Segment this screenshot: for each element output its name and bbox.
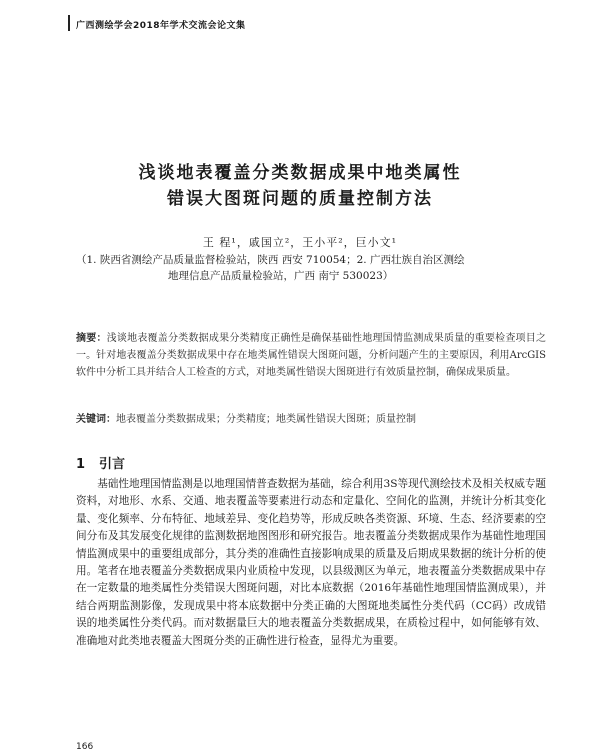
section-title: 引言	[99, 457, 126, 472]
section-heading	[76, 453, 125, 472]
running-head: 广西测绘学会2018年学术交流会论文集	[76, 18, 246, 31]
keywords-text: 地表覆盖分类数据成果；分类精度；地类属性错误大图斑；质量控制	[116, 414, 416, 425]
affiliation-line-2: 地理信息产品质量检验站，广西 南宁 530023）	[168, 270, 394, 282]
authors: 王 程¹，戚国立²，王小平²，巨小文¹	[202, 236, 398, 249]
section-body: 基础性地理国情监测是以地理国情普查数据为基础，综合利用3S等现代测绘技术及相关权威专题资料，对地形、水系、交通、地表覆盖等要素进行动态和定量化、空间化的监测，并统计分析其变化量、变化频率、分布特征、地域差异、变化趋势等，形成反映各类资源、环境、生态、经济要素的空间分布及其发展变化规律的监测数据地图图形和研究报告。地表覆盖分类数据成果作为基础性地理国情监测成果中的重要组成部分，其分类的准确性直接影响成果的质量及后期成果数据的统计分析的使用。笔者在地表覆盖分类数据成果内业质检中发现，以县级测区为单元，地表覆盖分类数据成果中存在一定数量的地类属性分类错误大图斑问题，对比本底数据（2016年基础性地理国情监测成果），并结合两期监测影像，发现成果中将本底数据中分类正确的大图斑地类属性分类代码（CC码）改成错误的地类属性分类代码。而对数据量巨大的地表覆盖分类数据成果，在质检过程中，如何能够有效、准确地对此类地表覆盖大图斑分类的正确性进行检查，显得尤为重要。	[76, 478, 546, 647]
affiliation-line-1: （1. 陕西省测绘产品质量监督检验站，陕西 西安 710054；2. 广西壮族自治区测绘	[76, 254, 465, 266]
keywords	[76, 412, 546, 428]
paper-title-line-1: 浅谈地表覆盖分类数据成果中地类属性	[138, 163, 462, 183]
keywords-label: 关键词：	[76, 414, 116, 425]
paper-title-line-2: 错误大图斑问题的质量控制方法	[167, 189, 433, 209]
page-number: 166	[76, 742, 94, 752]
abstract-text: 浅谈地表覆盖分类数据成果分类精度正确性是确保基础性地理国情监测成果质量的重要检查项目之一。针对地表覆盖分类数据成果中存在地类属性错误大图斑问题，分析问题产生的主要原因，利用ArcGIS软件中分析工具并结合人工检查的方式，对地类属性错误大图斑进行有效质量控制，确保成果质量。	[76, 333, 547, 378]
abstract	[76, 330, 546, 381]
abstract-label: 摘要：	[76, 333, 107, 344]
section-number: 1	[76, 457, 86, 472]
